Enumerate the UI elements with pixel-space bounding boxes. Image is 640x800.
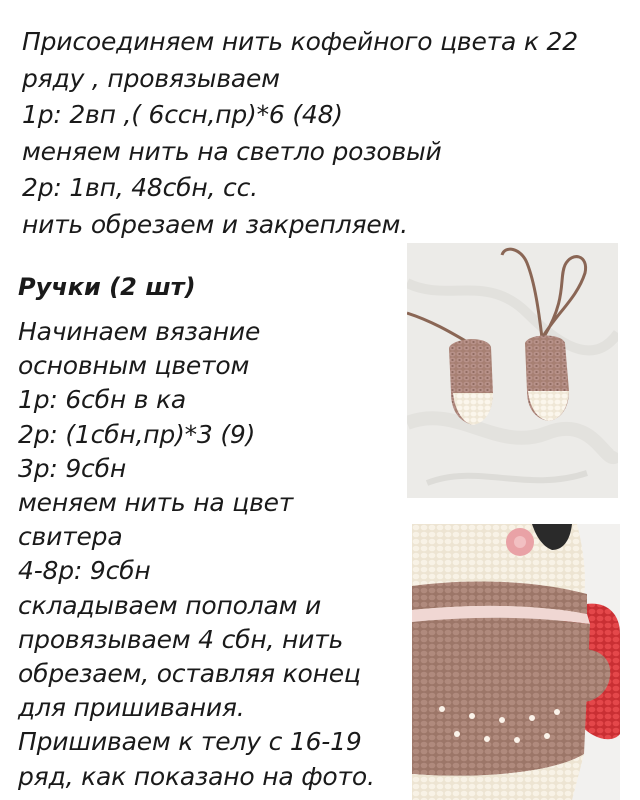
step-line: 1р: 6сбн в ка (18, 385, 187, 415)
intro-text (22, 24, 622, 243)
step-line: складываем пополам и (18, 590, 322, 620)
section-title-handles: Ручки (2 шт) (18, 273, 196, 301)
crochet-handles-photo (407, 243, 618, 498)
crochet-toy-photo (412, 524, 620, 800)
intro-line: нить обрезаем и закрепляем. (22, 209, 408, 239)
step-line: основным цветом (18, 351, 250, 381)
intro-line: 2р: 1вп, 48сбн, сс. (22, 173, 258, 202)
step-line: для пришивания. (18, 693, 245, 723)
step-line: Начинаем вязание (18, 317, 261, 346)
intro-line: ряду , провязываем (22, 63, 280, 93)
step-line: 4-8р: 9сбн (18, 556, 151, 586)
step-line: свитера (18, 522, 123, 552)
step-line: провязываем 4 сбн, нить (18, 624, 344, 654)
handles-steps (18, 315, 403, 794)
step-line: 3р: 9сбн (18, 453, 126, 483)
step-line: меняем нить на цвет (18, 488, 294, 518)
step-line: Пришиваем к телу с 16-19 (18, 727, 362, 757)
intro-line: меняем нить на светло розовый (22, 136, 442, 166)
step-line: 2р: (1сбн,пр)*3 (9) (18, 419, 256, 449)
step-line: обрезаем, оставляя конец (18, 659, 361, 689)
intro-line: 1р: 2вп ,( 6ссн,пр)*6 (48) (22, 100, 343, 129)
intro-line: Присоединяем нить кофейного цвета к 22 (22, 27, 578, 56)
step-line: ряд, как показано на фото. (18, 761, 375, 791)
